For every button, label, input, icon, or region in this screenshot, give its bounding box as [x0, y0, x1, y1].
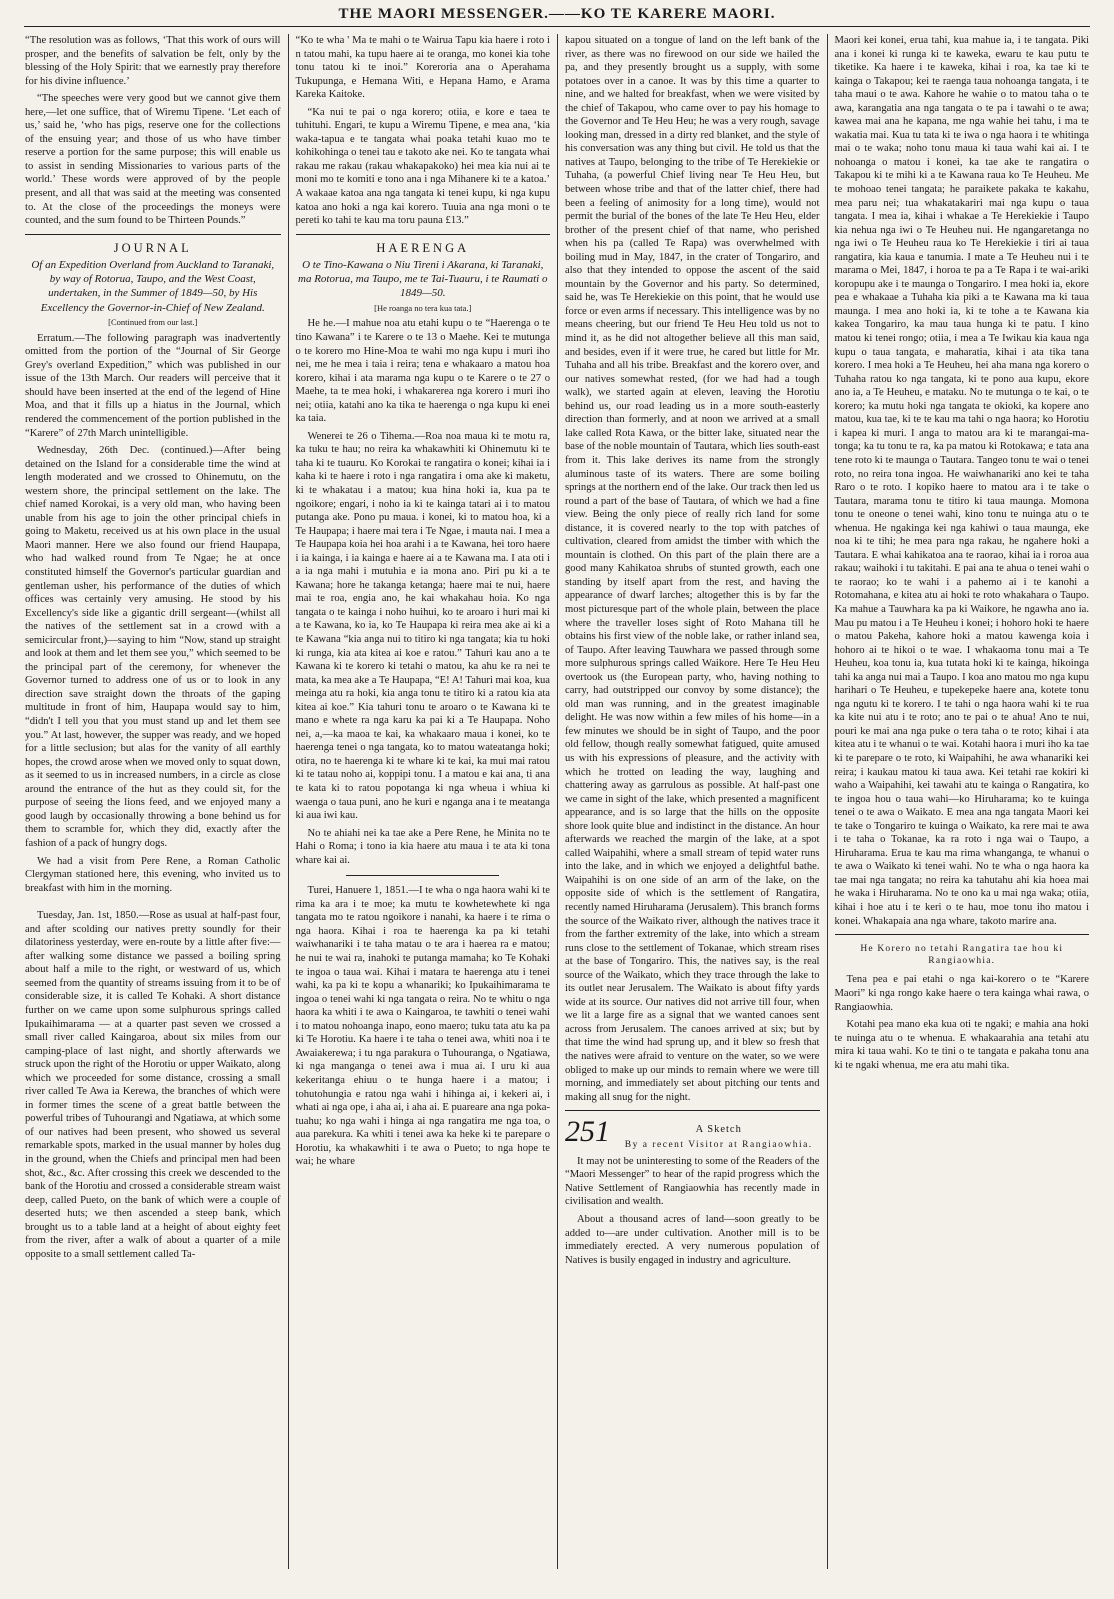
maori-speeches-paragraph: “Ka nui te pai o nga korero; otiia, e kore e taea te tuhituhi. Engari, te kupu a Wiremu Tipene, e mea ana, ‘kia waka-tapua e te tangata whai poaka tetahi kuao mo te kohikohinga o tenei tau e takoto ake nei. Ko te tangata whai rakau me rakau (rakau whakapakoko) hei mea kia nui ai te moni mo te komiti e tono ana i nga Mihanere ki te a katoa.’ A wakaae katoa ana nga tangata ki tenei kupu, ki nga kupu katoa ano hoki a nga kai korero. Tuuia ana nga moni o te pereti ko tahi te kau ma toru pauna £13.” [295, 106, 550, 227]
wednesday-paragraph: Wednesday, 26th Dec. (continued.)—After being detained on the Island for a considerable time the wind at length moderated and we crossed to Ohinemutu, on the western shore, the principal settlement on the lake. The chief named Korokai, is a very old man, who having been unable from his age to join the other principal chiefs in going to Maketu, received us at his own place in the usual Maori manner. Here we also found our friend Haupapa, who had walked round from Te Ngae; he at once constituted himself the Governor's particular guardian and gentleman usher, his performance of the duties of which offices was certainly very amusing. He stood by his Excellency's side like a gigantic drill sergeant—(whilst all the natives of the settlement sat in a crowd with a semicircular front,)—saying to him “Now, stand up straight and look at them and let them see you,” which seemed to be the principal part of the ceremony, for whenever the Governor turned to address one of us or to look in any direction save straight down the throats of the gaping multitude in front of him, Haupapa would say to him, “didn't I tell you that you must stand up and let them see you.” At last, however, the supper was ready, and we hoped for a little seclusion; but alas for the vanity of all earthly hopes, the crowd arose when we moved only to squat down, as it seemed to us in increased numbers, in a circle as close around the entrance of the hut as they could sit, for the purpose of seeing the lions feed, and we enjoyed many a good laugh by occasionally throwing a bone behind us for them to scramble for, which they did, exactly after the fashion of a pack of hungry dogs. [25, 445, 281, 849]
haerenga-note: [He roanga no tera kua tata.] [374, 302, 472, 313]
ko-korero-heading: He Korero no tetahi Rangatira tae hou ki Rangiaowhia. [860, 944, 1064, 967]
column-1 [18, 34, 288, 1569]
erratum-paragraph: Erratum.—The following paragraph was inadvertently omitted from the portion of the “Journal of Sir George Grey's overland Expedition,” which was published in our issue of the 13th March. Our readers will perceive that it should have been inserted at the end of the legend of Hine Moa, and that it fills up a hiatus in the Journal, which rendered the commencement of the portion published in the “Karere” of 27th March unintelligible. [25, 332, 281, 439]
speeches-paragraph: “The speeches were very good but we cannot give them here,—let one suffice, that of Wiremu Tipene. ‘Let each of us,’ said he, ‘who has pigs, reserve one for the collections of the ensuing year; and those of us who have timber reserve a portion for the same purpose; this will enable us to assist in sending Missionaries to various parts of the world.’ These words were approved of by the people present, and all that was said at the meeting was consented to. At the close of the proceedings the moneys were counted, and the sum found to be Thirteen Pounds.” [25, 93, 281, 227]
sketch-paragraph-1: It may not be uninteresting to some of the Readers of the “Maori Messenger” to hear of the rapid progress which the Native Settlement of Rangiaowhia has recently made in civilisation and wealth. [565, 1155, 820, 1208]
column-4 [827, 34, 1097, 1569]
masthead: THE MAORI MESSENGER.——KO TE KARERE MAORI. [24, 6, 1090, 27]
sketch-title: A Sketch [695, 1124, 742, 1136]
section-rule [565, 1110, 820, 1111]
short-rule [346, 875, 499, 876]
ko-korero-paragraph-1: Tena pea e pai etahi o nga kai-korero o te “Karere Maori” ki nga rongo kake haere o tera kainga whai rawa, o Rangiaowhia. [834, 974, 1089, 1013]
section-rule [835, 934, 1090, 935]
haerenga-subtitle: O te Tino-Kawana o Niu Tireni i Akarana, ki Taranaki, ma Rotorua, ma Taupo, me te Tai-Tuauru, i te Raumati o 1849—50. [298, 258, 548, 300]
columns [18, 34, 1096, 1569]
pere-rene-maori-paragraph: No te ahiahi nei ka tae ake a Pere Rene, he Minita no te Hahi o Roma; i tono ia kia haere atu maua i te ata ki tona whare kai ai. [295, 827, 550, 866]
resolution-paragraph: “The resolution was as follows, ‘That this work of ours will prosper, and the benefits of salvation be felt, only by the blessing of the Holy Spirit: that we earnestly pray therefore for his divine influence.’ [25, 35, 281, 87]
he-he-paragraph: He he.—I mahue noa atu etahi kupu o te “Haerenga o te tino Kawana” i te Karere o te 13 o Maehe. Kei te mutunga o te korero mo Hine-Moa te wahi mo nga kupu i muri iho nei, me he mea i taia i reira; tena e whakaaro a matou hoa korero, kihai i ata marama nga kupu o te Karere o te 27 o Maehe, ta te mea hoki, i whakarerea nga korero i muri iho nei; otiia, katahi ano ka tika te haerenga o nga kupu ki enei ka taia. [295, 318, 550, 425]
pere-rene-paragraph: We had a visit from Pere Rene, a Roman Catholic Clergyman stationed here, this evening, who invited us to breakfast with him in the morning. [25, 855, 281, 894]
tuesday-paragraph: Tuesday, Jan. 1st, 1850.—Rose as usual at half-past four, and after scolding our natives pretty soundly for their dilatoriness yesterday, were en-route by a little after five:—after walking some distance we passed a boiling spring about half a mile to the right, or westward of us, which seemed from the quantity of streams issuing from it to be of considerable size, it is called Te Kohaki. A short distance further on we came upon some sulphurous springs called Ipukaihimarama — at a quarter past seven we crossed a small river called Kaingaroa, about six miles from our camping-place of last night, and shortly afterwards we struck upon the right of the Horotiu or upper Waikato, along which we proceeded for some distance, crossing a small river called Te Awa ia Kerewa, the branches of which were in former times the scene of a great battle between the powerful tribes of Tuhourangi and Ngatiawa, at which some of our natives had been present, who showed us several remarkable spots, marked in the usual manner by holes dug in the ground, when the Chiefs and principal men had been shot, &c., &c. After crossing this creek we descended to the bank of the Horotiu and crossed a considerable stream waist deep, called Pueto, on the bank of which were a couple of deserted huts; we then ascended a steep bank, which brought us to a table land at a height of about eighty feet from the river, after a walk of about a quarter of a mile opposite to a small settlement called Ta- [25, 910, 281, 1260]
section-rule [296, 234, 551, 235]
journal-subtitle: Of an Expedition Overland from Auckland to Taranaki, by way of Rotorua, Taupo, and the West Coast, undertaken, in the Summer of 1849—50, by His Excellency the Governor-in-Chief of New Zealand. [31, 258, 275, 314]
wenerei-paragraph: Wenerei te 26 o Tihema.—Roa noa maua ki te motu ra, ka tuku te hau; no reira ka whakawhiti ki Ohinemutu ki te taha ki te tuauru. Ko Korokai te rangatira o konei; kihai ia i kaha ki te haere i roto i nga rangatira i oma ake ki maketu, ki te whakatau i a matou; kua hina hoki ia, kua pa te ngoikore; engari, i noho ia ki te kainga tatari ai i to matou putanga ake. Pono pu maua. i konei, ki to matou hoa, ki a Te Haupapa; i haere mai tera i Te Ngae, i mauta nai. I mea a Te Haupapa koia hei hoa arahi i a te Kawana, hei toro haere i ia kainga, i ia kainga e haere ai a te Kawana ma. I ata oti i a ia nga mahi i mutuhia e ia mona ano. Piri pu ki a te Kawana; hore he takanga ketanga; haere mai te nui, haere mai te roa, engia ano, he kai whakahau hoia. Ko nga tangata o te kainga i noho huihui, ko te aroaro i huri mai ki a te Kawana, ko ia, ko Te Haupapa ki reira mea ake ai ki a te Kawana “kia anga nui to titiro ki nga tangata; kia tu hoki ki runga, kia ata kitea ai koe e ratou.” Tahuri kau ano a te Kawana ki te korero ki tetahi o matou, ka ahu ke ra nei te mata, ka mea ake a Te Haupapa, “E! A! Tahuri mai koa, kua meinga atu ra hoki, kia anga tonu te titiro ki a ratou kia ata kitea ai koe.” Kia tahuri tonu te aroaro o te Kawana ki te mano e whete ra nga karu ka pai ki a Te Haupapa. Noho nei, a,—ka maoa te kai, ka whakaaro maua i konei, ko te haerenga tenei o nga tangata, ko to matou wateatanga hoki; otira, no te haerenga ki te whare ki te kai, ka mui mai ratou ki te tatau noho ai, koppipi tonu. I a matou e kai ana, ti ana te kata ki to ratou popotanga ki nga wheua i whiua ki waenga o taua puni, ano he kuri e nganga ana i te meatanga ki aua iwi kau. [295, 430, 550, 822]
sketch-paragraph-2: About a thousand acres of land—soon greatly to be added to—are under cultivation. Another mill is to be immediately erected. A very numerous population of Natives is busily engaged in industry and agriculture. [565, 1213, 820, 1266]
sketch-header [565, 1117, 820, 1155]
journal-title: JOURNAL [113, 240, 192, 255]
handwritten-number: 251 [565, 1115, 610, 1149]
journal-continuation-paragraph: kapou situated on a tongue of land on the left bank of the river, as there was no firewood on our side we hailed the pa, and they presently brought us a supply, with some potatoes over in a canoe. It was by this time a quarter to nine, and we halted for breakfast, when we were visited by the chief of Takapou, who came over to pay his homage to the Governor and Te Heu Heu; he was a very rough, savage looking man, dressed in a dirty red blanket, and the style of his conversation was any thing but civil. He told us that the natives at Taupo, belonging to the tribe of Te Herekiekie or Tuhaha, (a powerful Chief living near Te Heu Heu, but between whose tribe and that of the latter chief, there had been a feeling of animosity for a long time), would not permit the burial of the bones of the late Te Heu Heu, elder brother of the present chief of that name, who perished when his pa (called Te Rapa) was overwhelmed with boiling mud in May, 1847, in the crater of Tongariro, and also that they intended to oppose the ascent of the said mountain by the Governor and his party. So determined, said he, was Te Herekiekie on this point, that he would use force or even arms if necessary. This intelligence was by no means cheering, but our friend Te Heu Heu told us not to mind it, as he did not altogether believe all this man said, and besides, even if it were true, he cared but little for Mr. Tuhaha and all his tribe. Breakfast and the korero over, and our natives somewhat rested, (for we had had a tough walk), we started again at eleven, leaving the Horotiu behind us, our road leading us in a more south-easterly direction than formerly, and at noon we arrived at a small lake called Rota Kawa, or the bitter lake, situated near the base of the noble mountain of Tautara, which lies south-east from it. This lake derives its name from the strongly aluminous taste of its waters. There are some boiling springs at the northern end of the lake. Our track then led us round a part of the base of Tautara, of which we had a fine view. Being the only piece of really rich land for some distance, it is covered nearly to the top with patches of cultivation, cleared from amidst the timber with which the mountain is clothed. On this part of the plain there are a good many Kahikatoa shrubs of stunted growth, each one standing by itself apart from the rest, and having the appearance of dwarf larches; altogether this is by far the most picturesque part of the whole plain, between the place where the traveller loses sight of Roto Mahana till he obtains his first view of the noble lake, or rather inland sea, of Taupo. After leaving Tauwhara we passed through some more sulphurous springs called Waikore. Here Te Heu Heu overtook us (the European party, who, having nothing to carry, had outstripped our convoy by some distance); the old man was running, and in the greatest imaginable delight. He was now within a few miles of his home—in a few minutes we should be in sight of Taupo, and the poor old fellow, though really somewhat fatigued, quite amused us with his expressions of pleasure, and the activity with which he trotted on leading the way, laughing and chattering away as garrulous as possible. At half-past one we came in sight of the lake, which presented a magnificent appearance, and is so large that the hills on the opposite shore look quite blue and indistinct in the distance. An hour afterwards we reached the margin of the lake, at a spot called Waipahihi, where a small stream of tepid water runs into the lake, and in which we enjoyed a delightful bathe. Waipahihi is on one side of an arm of the lake, on the opposite side of which is the settlement of Rangatira, recently named Hiruharama (Jerusalem). This branch forms the source of the Waikato river, although the natives trace it from the farther extremity of the lake, into which a stream runs close to the settlement of Tokanae, which stream rises at the base of Tongariro. This, the natives say, is the real source of the Waikato, which they trace through the lake to its outlet near Jerusalem. The Waikato is about fifty yards wide at its source. Our natives did not arrive till four, when we lit a large fire as a signal that we wanted canoes sent across from Jerusalem. The canoes arrived at six; but by that time the wind had sprung up, and it blew so fresh that the natives were afraid to venture on the water, so we were obliged to make up our minds to remain where we were till morning, and immediately set about pitching our tents and making all snug for the night. [565, 35, 820, 1103]
section-rule [25, 234, 281, 235]
column-3 [557, 34, 827, 1569]
haerenga-title: HAERENGA [376, 240, 470, 255]
turei-paragraph: Turei, Hanuere 1, 1851.—I te wha o nga haora wahi ki te rima ka ara i te moe; ka mutu te kowhetewhete ki nga tangata mo te ratou ngoikore i nanahi, ka haere i te rima o nga haora. Kihai i roa te haerenga ka pa ki tetahi waiwhanariki i te taha matau o te ara i haerea ra e matou; he nui te wai ra, inahoki te putanga mamaha; ko Te Kohaki te ingoa o taua wai. Kihai i matara te haerenga atu i tenei wahi, ka pa ki te kopu a whanariki; ko Ipukaihimarama te ingoa o tenei wahi ki nga tangata o reira. No te whitu o nga haora ka whiti i te awa o Kaingaroa, te tawhiti o tenei wahi i to matou nohoanga inapo, eono maero; tuku tata atu ka pa ki Te Horotiu. Ka haere i te taha o tenei awa, whiti noa i te Awaiakerewa; i tu nga parakura o Tuhouranga, o Ngatiawa, ki nga manganga o tenei awa i mua ai. I uru ki aua kekeritanga ehiuu o te hunga haere i a matou; i tohutohungia e ratou nga wahi i hihinga ai, i kekeri ai, i whati ai nga ope, i aha ai, i aha ai. E puareare ana nga poka-tuahu; ko nga wahi i hinga ai nga rangatira me nga toa, o aua parekura. Ka whiti i tenei awa ka heke ki te parepare o Horotiu, ka whakawhiti i te awa o Pueto; to nga hope te wai; he whare [295, 885, 550, 1168]
journal-note: [Continued from our last.] [108, 316, 198, 327]
ko-korero-paragraph-2: Kotahi pea mano eka kua oti te ngaki; e mahia ana hoki te nuinga atu o te whenua. E whakaarahia ana tetahi atu mira ki taua wahi. Ko te tini o te tangata e pakaha tonu ana ki te ngaki whenua, me era atu mahi tika. [834, 1019, 1089, 1071]
maori-journal-continuation-paragraph: Maori kei konei, erua tahi, kua mahue ia, i te tangata. Piki ana i konei ki runga ki te kaweka, ewaru te kau putu te tiketike. Ka haere i te kaweka, kihai i roa, ka tae ki te kainga o Takapou; kei te raenga taua nohoanga tangata, i te taha maui o te awa. Kahore he wahie o to matou taha o te awa, karangatia ana nga tangata o te pa i tawahi o te awa; kawea mai ana he kapana, me nga wahie hei tahu, i ma te wakatia mai. Kua tu tata ki te iwa o nga haora i te whitinga mai o te waka; noho tonu maua ki taua wahi kai ai. I te nohoanga o matou i konei, ka tae ake te rangatira o Takapou ki te mihi ki a te Kawana raua ko Te Heuheu. Me te mohoao tenei tangata; he paraikete pakaka te kakahu, mea paru nei; tua whakatakariri mai nga kupu o taua tangata. I mea ia, kihai i whakae a Te Herekiekie i Taupo kia nehua nga iwi o Te Heuheu nui. He ngangaretanga no nga iwi o Te Heuheu raua ko Te Herekiekie i tiri ai taua rangatira, kia kaua e tanumia. I mate a Te Heuheu nui i te marama o Mei, 1847, i horoa te pa a Te Rapa i te wai-ariki koropupu ake i te maunga o Tongariro. I mea hoki ia, ekore pea e whakaae a Tuhaha kia piki a te Kawana ma ki taua maunga. I mea ano hoki ia, ki te tohe a te Kawana kia kakea Tongariro, ka mau taua hunga ki te patu. I kino matou ki tenei rongo; otiia, i mea a Te Iwikau kia kaua nga kupu o taua tangata, e maharatia, kihai i ata tika tana korero. I mea hoki a Te Heuheu, hei aha mana nga korero o Tuhaha ratou ko nga tangata, ki te pono aua kupu, ekore ano ia, a Te Heuheu, e mataku. No te mutunga o te kai, o te korero; ka mutu hoki nga tangata te okioki, ka kopere ano matou, kua tae, ki te te kau ma tahi o nga haora; ko Horotiu i kapea ki muri. I anga to matou ara ki te marangai-ma-tonga; ka tu tonu te ra, ka pa matou ki Rotokawa; e tata ana tene roto ki te maunga o Tautara. Tangeo tonu te wai o tenei roto, no reira tona ingoa. He waiwhanariki ano kei te taha Raro o te roto. I kopiko haere to matou ara i te take o Tautara, marama tonu te titiro ki taua maunga. Momona tonu te oneone o tenei wahi, kino tonu te nuinga atu o te whenua. He ngakinga kei nga kahiwi o taua maunga, eke noa ki te tihi; he mea para nga rakau, he ngahere hoki a Tautara. E whai kahikatoa ana te raorao, kihai ia i roroa aua rakau; waihoki i tu takitahi. E pai ana te ahua o tenei wahi o te raorao; ko te wahi i a pahemo ai i te kanohi a Rotomahana, e kitea atu ai hoki te roto whakahara o Taupo. Ka mahue a Tauwhara ka pa ki Waikore, he ngawha ano ia. Mau pu matou i a Te Heuheu i konei; i hohoro hoki te haere o matou Pakeha, kahore hoki a matou kawenga koia i hohoro ai te hikoi o te wae. I whakaoma tonu mai a Te Heuheu, koa tonu ia, kua tutata hoki ki te kainga, hikoinga tahi ka anga nui mai a Taupo. I koa ano matou mo nga kupu harihari o Te Heuheu, e tupekepeke haere ana, kotete tonu nga ngutu ki te korero. I te tahi o nga haora wahi ki te rua ka kite nui atu i te roto; ano te pai o te ahua! Ano te nui, pouri ke mai ana nga puke o tera taha o te roto; kihai i ata kitea atu i te whanui o te wai. Kotahi haora i muri iho ka tae ki te parepare o te roto, ki Waipahihi, he awa whanariki kei reira; i kaukau matou ki taua awa. Kei tetahi rae kokiri ki waho a Waipahihi, kei tawahi atu te kainga o Rangatira, ko te ingoa hou o taua wahi—ko Hiruharama; ko te kuinga tenei o te awa o Waikato. E mea ana nga tangata Maori kei te take o Tongariro te kuinga o Waikato, ka rere mai te awa i te taha o Tokanae, ka ra roto i nga wai o Taupo, a Hiruharama. Erua te kau ma rima whanganga, te whanui o te awa o Waikato ki tenei wahi. No te wha o nga haora ka tae mai nga tangata; no reira ka tahutahu ahi kia hoea mai he waka i Hiruharama. No te ono ka u mai nga waka; otiia, kihai i hoe atu i te keri o te hau, moe tonu iho matou i konei. Whakapaia ana nga whare, takoto marire ana. [834, 35, 1089, 927]
sketch-byline: By a recent Visitor at Rangiaowhia. [624, 1139, 813, 1150]
maori-resolution-paragraph: “Ko te wha ' Ma te mahi o te Wairua Tapu kia haere i roto i n tatou mahi, ka tupu haere ai te oranga, mo konei kia tohe tonu tatou ki te inoi.” Koreroria ana o Aperahama Tukupunga, e Hemana Witi, e Hepana Hamo, e Arama Kareka Kaitoke. [295, 35, 550, 101]
column-2 [288, 34, 558, 1569]
